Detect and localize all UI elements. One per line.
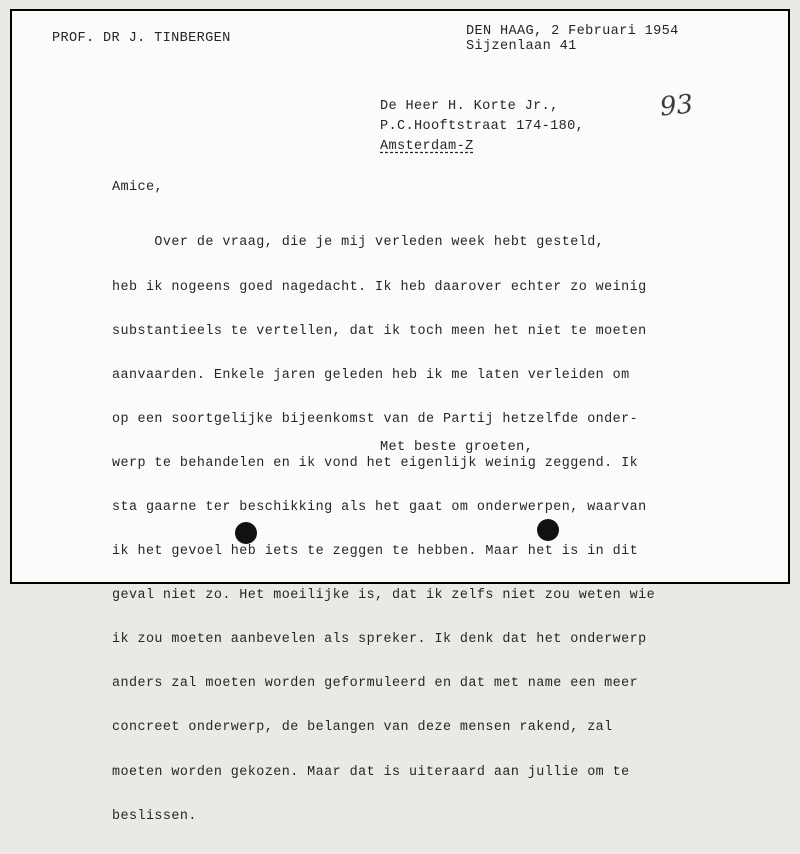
document-frame	[10, 9, 790, 824]
recipient-street: P.C.Hooftstraat 174-180,	[380, 119, 585, 134]
handwritten-annotation: 93	[658, 89, 695, 123]
place-date-block	[466, 24, 679, 54]
letterhead-sender: PROF. DR J. TINBERGEN	[52, 31, 231, 46]
body-line: anders zal moeten worden geformuleerd en dat met name een meer	[112, 676, 639, 692]
sender-address: Sijzenlaan 41	[466, 39, 577, 54]
body-line: sta gaarne ter beschikking als het gaat om onderwerpen, waarvan	[112, 499, 647, 515]
body-line: Over de vraag, die je mij verleden week hebt gesteld,	[112, 235, 605, 251]
recipient-city: Amsterdam-Z	[380, 139, 474, 154]
letter-body	[112, 207, 655, 854]
recipient-address	[380, 97, 584, 157]
body-line: ik het gevoel heb iets te zeggen te hebben. Maar het is in dit	[112, 544, 639, 560]
punch-hole-left	[235, 522, 257, 544]
body-line: geval niet zo. Het moeilijke is, dat ik zelfs niet zou weten wie	[112, 588, 656, 604]
body-line: beslissen.	[112, 808, 197, 824]
recipient-name: De Heer H. Korte Jr.,	[380, 99, 559, 114]
body-line: substantieels te vertellen, dat ik toch meen het niet te moeten	[112, 323, 647, 339]
body-line: moeten worden gekozen. Maar dat is uiteraard aan jullie om te	[112, 764, 630, 780]
letter-page	[12, 11, 788, 824]
body-line: heb ik nogeens goed nagedacht. Ik heb daarover echter zo weinig	[112, 279, 647, 295]
punch-hole-right	[537, 519, 559, 541]
body-line: aanvaarden. Enkele jaren geleden heb ik me laten verleiden om	[112, 367, 630, 383]
body-line: ik zou moeten aanbevelen als spreker. Ik denk dat het onderwerp	[112, 632, 647, 648]
closing: Met beste groeten,	[380, 440, 534, 455]
place-date: DEN HAAG, 2 Februari 1954	[466, 24, 679, 39]
salutation: Amice,	[112, 180, 164, 195]
body-line: op een soortgelijke bijeenkomst van de Partij hetzelfde onder-	[112, 411, 639, 427]
body-line: werp te behandelen en ik vond het eigenlijk weinig zeggend. Ik	[112, 455, 639, 471]
body-line: concreet onderwerp, de belangen van deze mensen rakend, zal	[112, 720, 613, 736]
